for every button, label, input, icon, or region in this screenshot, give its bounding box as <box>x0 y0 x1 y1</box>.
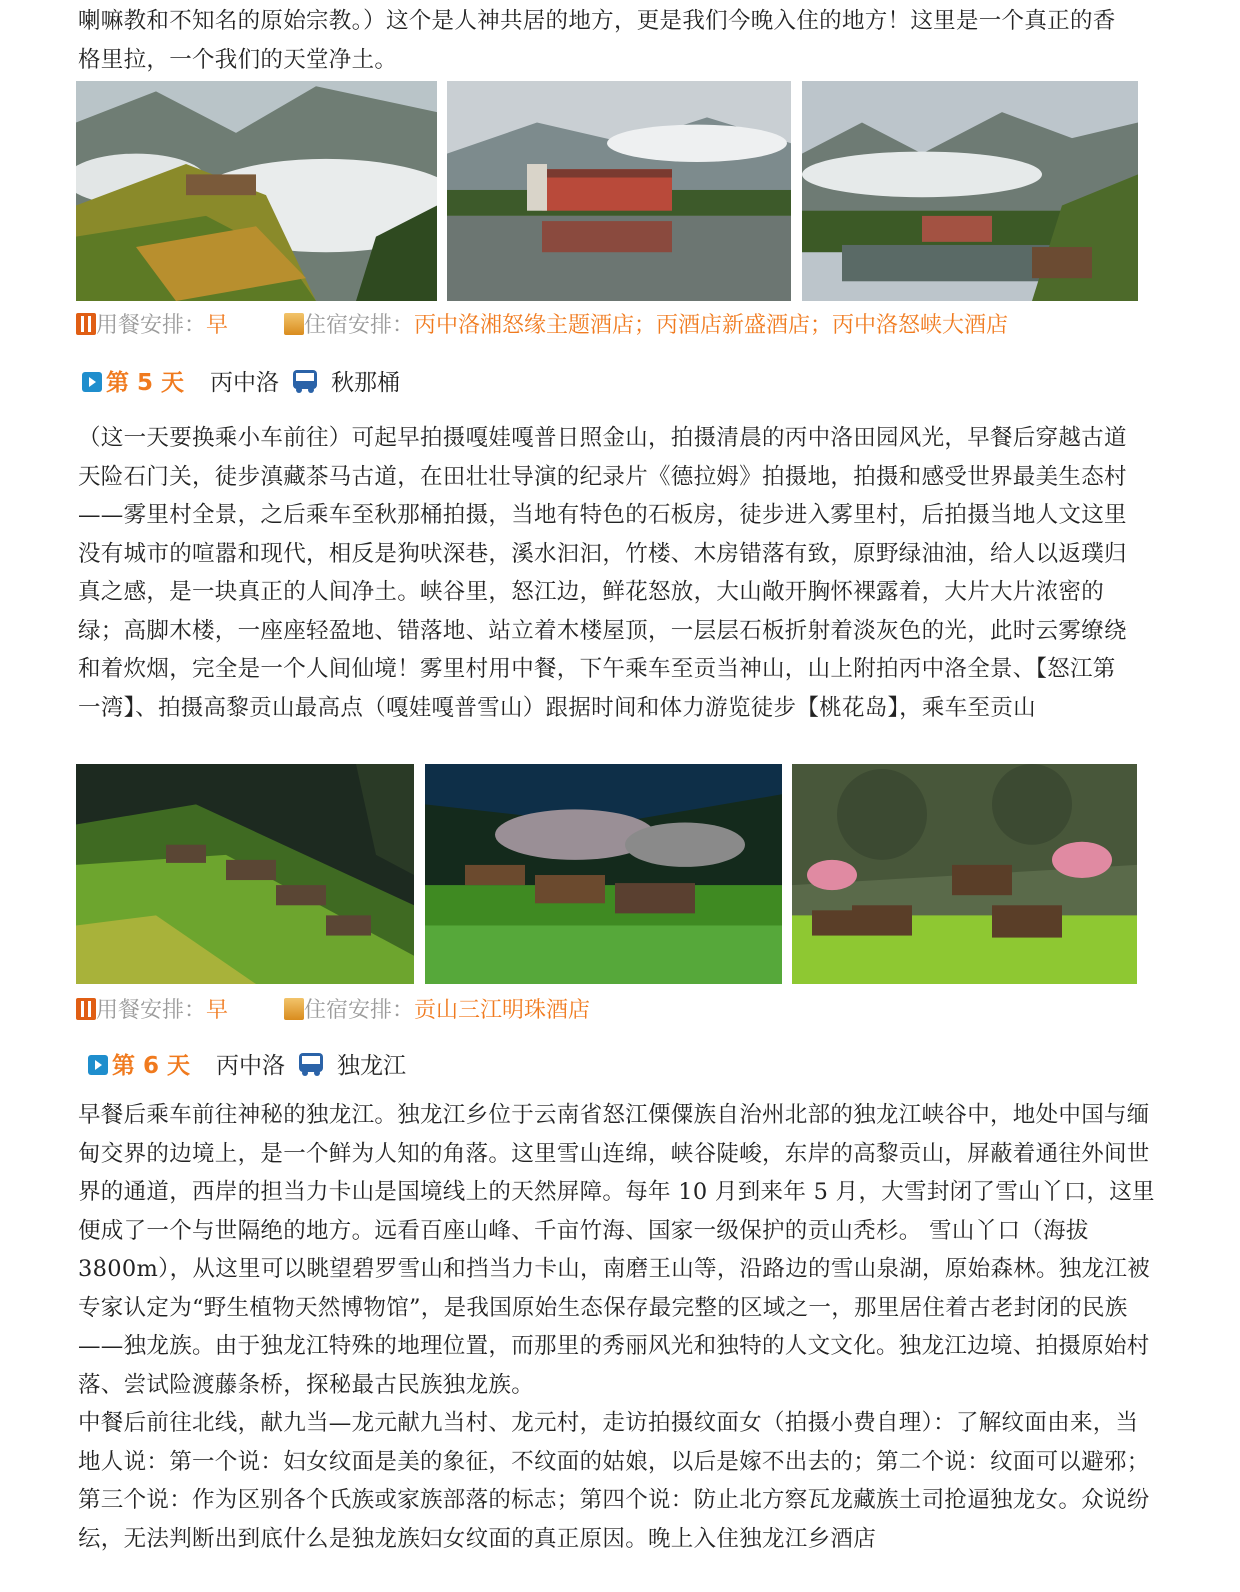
bus-icon <box>297 1051 325 1077</box>
stay-value: 贡山三江明珠酒店 <box>414 998 591 1023</box>
stay-label: 住宿安排： <box>304 313 415 338</box>
stay-label: 住宿安排： <box>304 998 415 1023</box>
meal-icon <box>76 998 96 1020</box>
day5-header <box>82 367 400 399</box>
play-arrow-icon <box>82 372 102 392</box>
intro-paragraph: 喇嘛教和不知名的原始宗教。）这个是人神共居的地方，更是我们今晚入住的地方！这里是一个真正的香格里拉，一个我们的天堂净土。 <box>78 8 1116 73</box>
day4-meal-stay-info <box>76 311 1008 341</box>
route-from: 丙中洛 <box>210 370 280 396</box>
stay-value: 丙中洛湘怒缘主题酒店；丙酒店新盛酒店；丙中洛怒峡大酒店 <box>414 313 1009 338</box>
day-label: 第 5 天 <box>106 370 185 396</box>
route-to: 秋那桶 <box>331 370 401 396</box>
photo-mountain-village-mist <box>76 81 437 301</box>
meal-value: 早 <box>206 998 229 1023</box>
play-arrow-icon <box>88 1055 108 1075</box>
day5-paragraph: （这一天要换乘小车前往）可起早拍摄嘎娃嘎普日照金山，拍摄清晨的丙中洛田园风光，早餐后穿越古道天险石门关，徒步滇藏茶马古道，在田壮壮导演的纪录片《德拉姆》拍摄地，拍摄和感受世界最美生态村——雾里村全景，之后乘车至秋那桶拍摄，当地有特色的石板房，徒步进入雾里村，后拍摄当地人文这里没有城市的喧嚣和现代，相反是狗吠深巷，溪水汩汩，竹楼、木房错落有致，原野绿油油，给人以返璞归真之感，是一块真正的人间净土。峡谷里，怒江边，鲜花怒放，大山敞开胸怀裸露着，大片大片浓密的绿；高脚木楼，一座座轻盈地、错落地、站立着木楼屋顶，一层层石板折射着淡灰色的光，此时云雾缭绕和着炊烟，完全是一个人间仙境！雾里村用中餐，下午乘车至贡当神山，山上附拍丙中洛全景、【怒江第一湾】、拍摄高黎贡山最高点（嘎娃嘎普雪山）跟据时间和体力游览徒步【桃花岛】，乘车至贡山 <box>78 425 1127 721</box>
day6-paragraph-2: 中餐后前往北线，献九当—龙元献九当村、龙元村，走访拍摄纹面女（拍摄小费自理）：了解纹面由来，当地人说：第一个说：妇女纹面是美的象征，不纹面的姑娘，以后是嫁不出去的；第二个说：纹面可以避邪；第三个说：作为区别各个氏族或家族部落的标志；第四个说：防止北方察瓦龙藏族土司抢逼独龙女。众说纷纭，无法判断出到底什么是独龙族妇女纹面的真正原因。晚上入住独龙江乡酒店 <box>78 1410 1150 1552</box>
route-from: 丙中洛 <box>216 1053 286 1079</box>
meal-label: 用餐安排： <box>96 998 207 1023</box>
bus-icon <box>291 368 319 394</box>
photo-peach-blossom-houses <box>792 764 1137 984</box>
day6-header <box>88 1050 406 1082</box>
meal-value: 早 <box>206 313 229 338</box>
hotel-icon <box>284 313 304 335</box>
meal-label: 用餐安排： <box>96 313 207 338</box>
photo-row-day5 <box>76 764 1138 984</box>
day6-paragraph-1: 早餐后乘车前往神秘的独龙江。独龙江乡位于云南省怒江傈僳族自治州北部的独龙江峡谷中，地处中国与缅甸交界的边境上，是一个鲜为人知的角落。这里雪山连绵，峡谷陡峻，东岸的高黎贡山，屏蔽着通往外间世界的通道，西岸的担当力卡山是国境线上的天然屏障。每年 10 月到来年 5 月，大雪封闭了雪山丫口，这里便成了一个与世隔绝的地方。远看百座山峰、千亩竹海、国家一级保护的贡山秃杉。 雪山丫口（海拔 3800m），从这里可以眺望碧罗雪山和挡当力卡山，南磨王山等，沿路边的雪山泉湖，原始森林。独龙江被专家认定为“野生植物天然博物馆”，是我国原始生态保存最完整的区域之一，那里居住着古老封闭的民族——独龙族。由于独龙江特殊的地理位置，而那里的秀丽风光和独特的人文文化。独龙江边境、拍摄原始村落、尝试险渡藤条桥，探秘最古民族独龙族。 <box>78 1102 1155 1398</box>
photo-row-day4 <box>76 81 1138 301</box>
photo-lake-house-peaks <box>802 81 1138 301</box>
meal-icon <box>76 313 96 335</box>
day5-meal-stay-info <box>76 996 590 1026</box>
photo-hillside-stone-houses <box>76 764 414 984</box>
day-label: 第 6 天 <box>112 1053 191 1079</box>
hotel-icon <box>284 998 304 1020</box>
route-to: 独龙江 <box>337 1053 407 1079</box>
photo-green-field-village <box>425 764 782 984</box>
photo-church-lake <box>447 81 791 301</box>
